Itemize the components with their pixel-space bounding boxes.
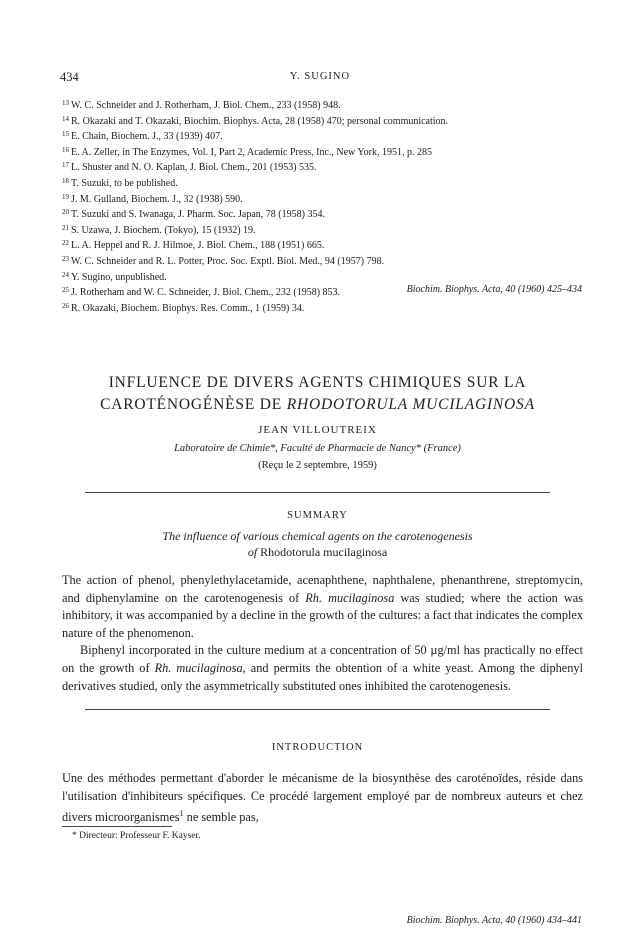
summary-paragraph-1 — [62, 572, 583, 642]
title-species-name: RHODOTORULA MUCILAGINOSA — [286, 396, 535, 413]
reference-text: J. M. Gulland, Biochem. J., 32 (1938) 590. — [71, 193, 243, 205]
reference-number: 21 — [62, 223, 69, 232]
reference-number: 16 — [62, 145, 69, 154]
reference-number: 23 — [62, 254, 69, 263]
reference-item — [62, 159, 587, 175]
reference-item — [62, 144, 587, 160]
reference-text: E. A. Zeller, in The Enzymes, Vol. I, Part 2, Academic Press, Inc., New York, 1951, p. 285 — [71, 146, 432, 158]
reference-number: 18 — [62, 176, 69, 185]
title-line-1: INFLUENCE DE DIVERS AGENTS CHIMIQUES SUR LA — [108, 374, 527, 391]
introduction-paragraph-1 — [62, 770, 583, 827]
reference-number: 19 — [62, 192, 69, 201]
reference-item — [62, 222, 587, 238]
reference-item — [62, 253, 587, 269]
reference-list — [62, 97, 587, 315]
reference-item — [62, 113, 587, 129]
reference-item — [62, 175, 587, 191]
reference-item — [62, 97, 587, 113]
reference-number: 24 — [62, 270, 69, 279]
reference-text: E. Chain, Biochem. J., 33 (1939) 407. — [71, 131, 223, 143]
running-author: Y. SUGINO — [289, 71, 351, 82]
introduction-body — [62, 770, 583, 827]
summary-paragraph-2 — [62, 642, 583, 695]
summary-p2-text-c: , and permits the obtention of a white yeast. Among the diphenyl derivatives studied, only the asymmetrically substituted ones inhibited the carotenogenesis. — [62, 660, 583, 693]
title-line-2-roman: CAROTÉNOGÉNÈSE DE — [100, 396, 287, 413]
footnote-text: Directeur: Professeur F. Kayser. — [79, 831, 201, 841]
summary-p1-text-a: The action of phenol, phenylethylacetamide, acenaphthene, naphthalene, phenanthrene, streptomycin, and diphenylamine on the carotenogenesis of — [62, 573, 583, 605]
reference-number: 13 — [62, 99, 69, 107]
reference-text: R. Okazaki and T. Okazaki, Biochim. Biophys. Acta, 28 (1958) 470; personal communication. — [71, 115, 449, 127]
article-author: JEAN VILLOUTREIX — [258, 424, 377, 436]
reference-number: 22 — [62, 239, 69, 248]
reference-text: Y. Sugino, unpublished. — [71, 271, 167, 283]
reference-number: 17 — [62, 161, 69, 170]
page-number: 434 — [60, 70, 79, 84]
reference-number: 25 — [62, 286, 69, 295]
footnote — [72, 831, 201, 841]
reference-number: 15 — [62, 130, 69, 139]
introduction-heading: INTRODUCTION — [271, 742, 364, 753]
intro-p1-text-a: Une des méthodes permettant d'aborder le mécanisme de la biosynthèse des caroténoïdes, réside dans l'utilisation d'inhibiteurs spécifiques. Ce procédé largement employé par de nombreux auteurs et chez divers microorganismes — [62, 771, 583, 825]
author-affiliation: Laboratoire de Chimie*, Faculté de Pharmacie de Nancy* (France) — [174, 443, 461, 454]
summary-title-line-1: The influence of various chemical agents on the carotenogenesis — [162, 529, 473, 543]
reference-item — [62, 269, 587, 285]
reference-item — [62, 191, 587, 207]
summary-title-species: Rhodotorula mucilaginosa — [260, 545, 388, 559]
summary-title-line-2 — [60, 544, 575, 560]
reference-text: W. C. Schneider and J. Rotherham, J. Biol. Chem., 233 (1958) 948. — [71, 100, 341, 111]
intro-p1-text-b: ne semble pas, — [183, 810, 259, 825]
journal-citation-bottom: Biochim. Biophys. Acta, 40 (1960) 434–441 — [406, 915, 582, 926]
reference-item — [62, 300, 587, 316]
footnote-marker: * — [72, 831, 77, 841]
reference-item — [62, 128, 587, 144]
reference-number: 14 — [62, 114, 69, 123]
reference-item — [62, 237, 587, 253]
reference-text: T. Suzuki and S. Iwanaga, J. Pharm. Soc. Japan, 78 (1958) 354. — [71, 209, 325, 221]
received-date: (Reçu le 2 septembre, 1959) — [258, 460, 377, 471]
summary-heading: SUMMARY — [287, 510, 348, 521]
summary-title-of: of — [247, 545, 261, 559]
divider-rule — [85, 709, 550, 710]
reference-number: 26 — [62, 301, 69, 310]
footnote-rule — [62, 826, 172, 827]
summary-p1-text-c: was studied; where the action was inhibitory, it was accompanied by a decline in the growth of the cultures: a fact that indicates the complex nature of the phenomenon. — [62, 590, 583, 640]
reference-text: J. Rotherham and W. C. Schneider, J. Biol. Chem., 232 (1958) 853. — [71, 287, 341, 299]
summary-p2-text-a: Biphenyl incorporated in the culture medium at a concentration of 50 µg/ml has practically no effect on the growth of — [62, 643, 583, 675]
summary-body — [62, 572, 583, 695]
reference-text: R. Okazaki, Biochem. Biophys. Res. Comm., 1 (1959) 34. — [71, 302, 305, 314]
title-line-2 — [40, 394, 595, 416]
divider-rule — [85, 492, 550, 493]
summary-title — [60, 528, 575, 560]
intro-footnote-ref: 1 — [179, 809, 184, 819]
reference-text: L. A. Heppel and R. J. Hilmoe, J. Biol. Chem., 188 (1951) 665. — [71, 240, 325, 252]
summary-p2-species: Rh. mucilaginosa — [154, 660, 243, 675]
article-title — [40, 372, 595, 416]
journal-citation-top: Biochim. Biophys. Acta, 40 (1960) 425–434 — [406, 284, 582, 295]
summary-p1-species: Rh. mucilaginosa — [305, 590, 395, 605]
reference-text: T. Suzuki, to be published. — [71, 177, 178, 189]
reference-text: S. Uzawa, J. Biochem. (Tokyo), 15 (1932) 19. — [71, 224, 256, 236]
reference-item — [62, 206, 587, 222]
reference-text: L. Shuster and N. O. Kaplan, J. Biol. Chem., 201 (1953) 535. — [71, 162, 317, 174]
reference-number: 20 — [62, 208, 69, 217]
reference-text: W. C. Schneider and R. L. Potter, Proc. Soc. Exptl. Biol. Med., 94 (1957) 798. — [71, 255, 385, 267]
